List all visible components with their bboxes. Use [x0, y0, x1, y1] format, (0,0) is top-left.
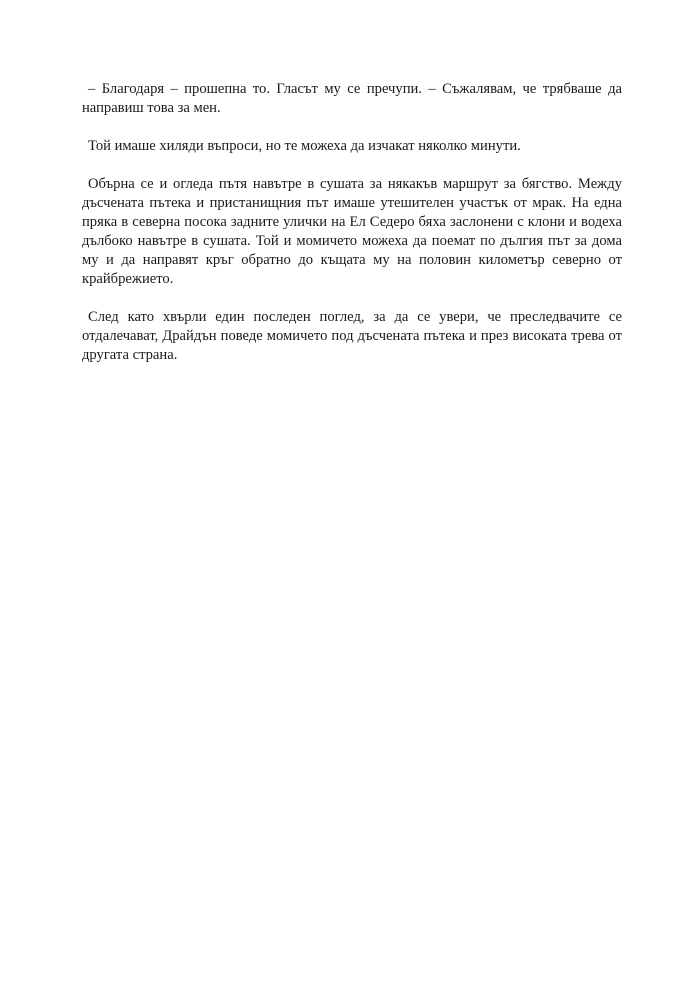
- paragraph: – Благодаря – прошепна то. Гласът му се пречупи. – Съжалявам, че трябваше да направиш това за мен.: [82, 81, 622, 116]
- paragraph: Той имаше хиляди въпроси, но те можеха да изчакат няколко минути.: [88, 138, 521, 154]
- paragraph: Обърна се и огледа пътя навътре в сушата за някакъв маршрут за бягство. Между дъсчената пътека и пристанищния път имаше утешителен участък от мрак. На една пряка в северна посока задните улички на Ел Седеро бяха заслонени с клони и водеха дълбоко навътре в сушата. Той и момичето можеха да поемат по дългия път за дома му и да направят кръг обратно до къщата му на половин километър северно от крайбрежието.: [82, 176, 622, 287]
- text-body: [82, 80, 622, 384]
- paragraph: След като хвърли един последен поглед, за да се увери, че преследвачите се отдалечават, Драйдън поведе момичето под дъсчената пътека и през високата трева от другата страна.: [82, 309, 622, 363]
